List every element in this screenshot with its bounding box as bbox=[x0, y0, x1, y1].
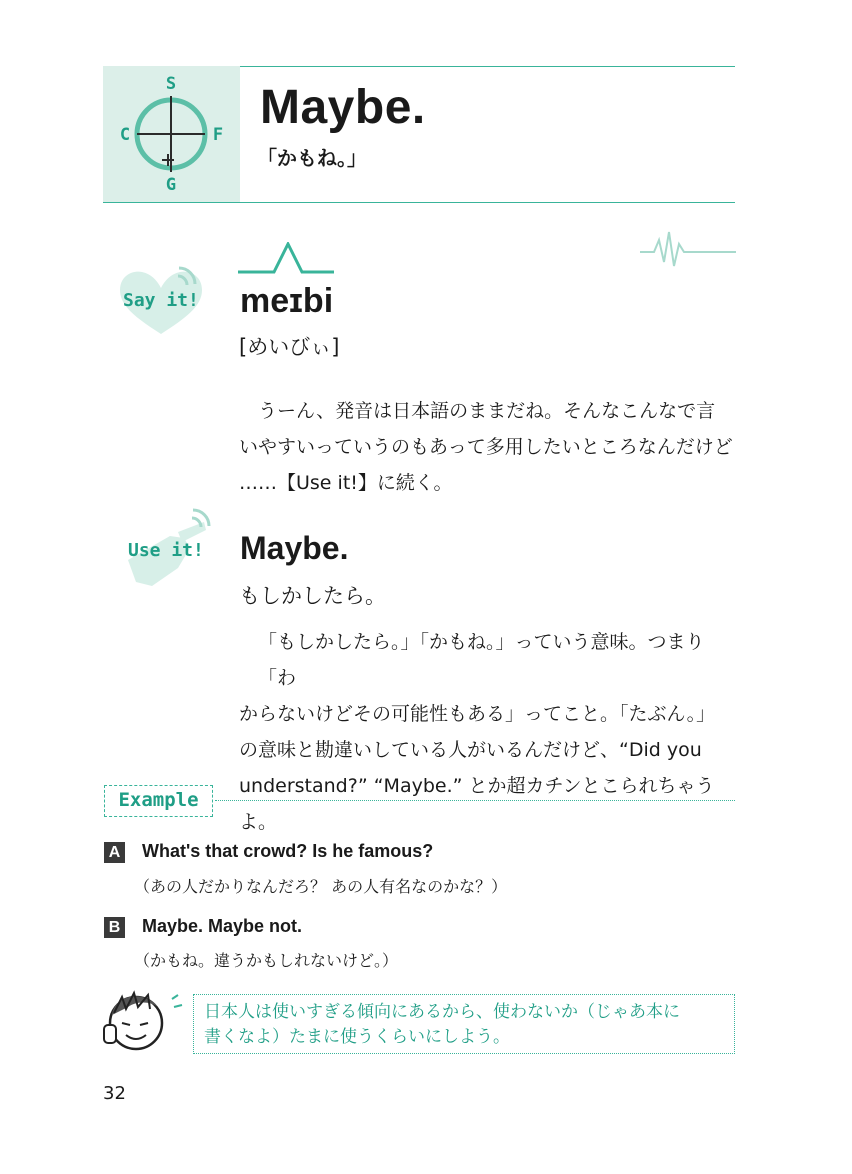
stress-mark-icon bbox=[238, 242, 334, 276]
note-box bbox=[193, 994, 735, 1054]
page-number: 32 bbox=[103, 1083, 126, 1104]
para-line: 「もしかしたら。」「かもね。」っていう意味。つまり「わ bbox=[258, 631, 705, 689]
pronunciation: meɪbi bbox=[240, 282, 334, 320]
use-it-badge: Use it! bbox=[128, 540, 204, 561]
page-subtitle: 「かもね。」 bbox=[257, 146, 367, 170]
example-b-japanese: （かもね。違うかもしれないけど。） bbox=[134, 951, 399, 970]
example-label-box bbox=[104, 785, 213, 817]
speaker-b-badge: B bbox=[104, 917, 125, 938]
note-line: 日本人は使いすぎる傾向にあるから、使わないか（じゃあ本に bbox=[204, 1002, 680, 1022]
use-it-phrase: Maybe. bbox=[240, 530, 349, 566]
note-line: 書くなよ）たまに使うくらいにしよう。 bbox=[204, 1027, 510, 1047]
use-it-meaning: もしかしたら。 bbox=[239, 584, 386, 608]
para-line: からないけどその可能性もある」ってこと。「たぶん。」 bbox=[239, 703, 716, 725]
header-rule-bottom bbox=[240, 202, 735, 203]
character-face-icon bbox=[100, 985, 184, 1057]
page-title: Maybe. bbox=[260, 81, 426, 134]
para-line: うーん、発音は日本語のままだね。そんなこんなで言 bbox=[258, 400, 716, 422]
use-it-paragraph bbox=[239, 624, 739, 840]
compass-g: G bbox=[165, 175, 177, 195]
example-label: Example bbox=[118, 789, 199, 811]
compass-icon bbox=[103, 66, 240, 202]
para-line: いやすいっていうのもあって多用したいところなんだけど bbox=[239, 436, 733, 458]
compass-f: F bbox=[212, 125, 224, 145]
say-it-badge: Say it! bbox=[123, 290, 199, 311]
compass-c: C bbox=[119, 125, 131, 145]
para-line: の意味と勘違いしている人がいるんだけど、“Did you bbox=[239, 739, 702, 761]
para-line: ……【Use it!】に続く。 bbox=[239, 472, 453, 494]
header-rule-top bbox=[240, 66, 735, 67]
header-rule-left bbox=[103, 202, 240, 203]
para-line: understand?” “Maybe.” とか超カチンとこられちゃうよ。 bbox=[239, 775, 715, 833]
compass-s: S bbox=[165, 74, 177, 94]
pulse-icon bbox=[640, 228, 736, 272]
example-rule bbox=[215, 800, 735, 801]
example-a-english: What's that crowd? Is he famous? bbox=[142, 841, 434, 861]
example-b-english: Maybe. Maybe not. bbox=[142, 916, 303, 936]
speaker-a-badge: A bbox=[104, 842, 125, 863]
example-a-japanese: （あの人だかりなんだろ？ あの人有名なのかな？） bbox=[134, 877, 508, 896]
compass-panel bbox=[103, 66, 240, 202]
say-it-paragraph bbox=[239, 393, 739, 501]
pronunciation-kana: [めいびぃ] bbox=[239, 335, 340, 359]
